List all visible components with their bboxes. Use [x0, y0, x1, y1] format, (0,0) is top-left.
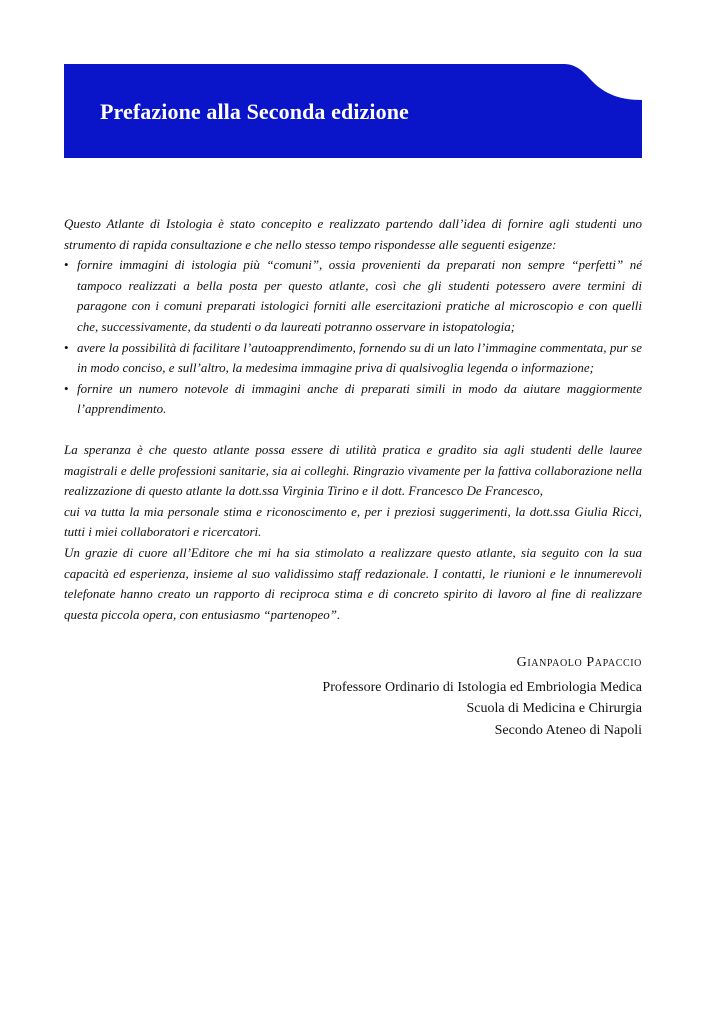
author-role: Professore Ordinario di Istologia ed Embriologia Medica	[322, 679, 642, 695]
requirements-list	[64, 255, 642, 420]
bullet-symbol: •	[64, 257, 69, 273]
publisher-thanks-paragraph: Un grazie di cuore all’Editore che mi ha sia stimolato a realizzare questo atlante, sia seguito con la sua capacità ed esperienza, insieme al suo validissimo staff redazionale. I contatti, le riunioni e le innumerevoli telefonate hanno creato un rapporto di reciproca stima e di concreto spirito di lavoro al fine di realizzare questa piccola opera, con entusiasmo “partenopeo”.	[64, 544, 642, 622]
bullet-symbol: •	[64, 339, 69, 355]
author-school: Scuola di Medicina e Chirurgia	[466, 701, 642, 716]
preface-body	[64, 214, 642, 625]
list-item-text: fornire un numero notevole di immagini anche di preparati simili in modo da aiutare maggiormente l’apprendimento.	[77, 380, 642, 417]
list-item	[64, 379, 642, 420]
intro-paragraph: Questo Atlante di Istologia è stato concepito e realizzato partendo dall’idea di fornire agli studenti uno strumento di rapida consultazione e che nello stesso tempo rispondesse alle seguenti esigenze:	[64, 216, 642, 252]
bullet-symbol: •	[64, 380, 69, 396]
list-item-text: avere la possibilità di facilitare l’autoapprendimento, fornendo su di un lato l’immagine commentata, pur se in modo conciso, e sull’altro, la medesima immagine priva di qualsivoglia legenda o informazione;	[77, 339, 642, 376]
thanks-paragraph-continued: cui va tutta la mia personale stima e riconoscimento e, per i preziosi suggerimenti, la dott.ssa Giulia Ricci, tutti i miei collaboratori e ricercatori.	[64, 503, 642, 540]
paragraph-spacer	[64, 420, 642, 440]
list-item	[64, 255, 642, 337]
page-title: Prefazione alla Seconda edizione	[100, 99, 409, 124]
list-item	[64, 338, 642, 379]
author-university: Secondo Ateneo di Napoli	[494, 722, 642, 738]
list-item-text: fornire immagini di istologia più “comuni”, ossia provenienti da preparati non sempre “perfetti” né tampoco realizzati a bella posta per questo atlante, così che gli studenti potessero avere termini di paragone con i comuni preparati istologici forniti alle esercitazioni pratiche al microscopio e con quelli che, successivamente, da studenti o da laureati potranno osservare in istopatologia;	[77, 257, 642, 334]
thanks-paragraph: La speranza è che questo atlante possa essere di utilità pratica e gradito sia agli studenti delle lauree magistrali e delle professioni sanitarie, sia ai colleghi. Ringrazio vivamente per la fattiva collaborazione nella realizzazione di questo atlante la dott.ssa Virginia Tirino e il dott. Francesco De Francesco,	[64, 441, 642, 499]
signature-block	[322, 652, 642, 741]
author-name: Gianpaolo Papaccio	[516, 655, 642, 670]
